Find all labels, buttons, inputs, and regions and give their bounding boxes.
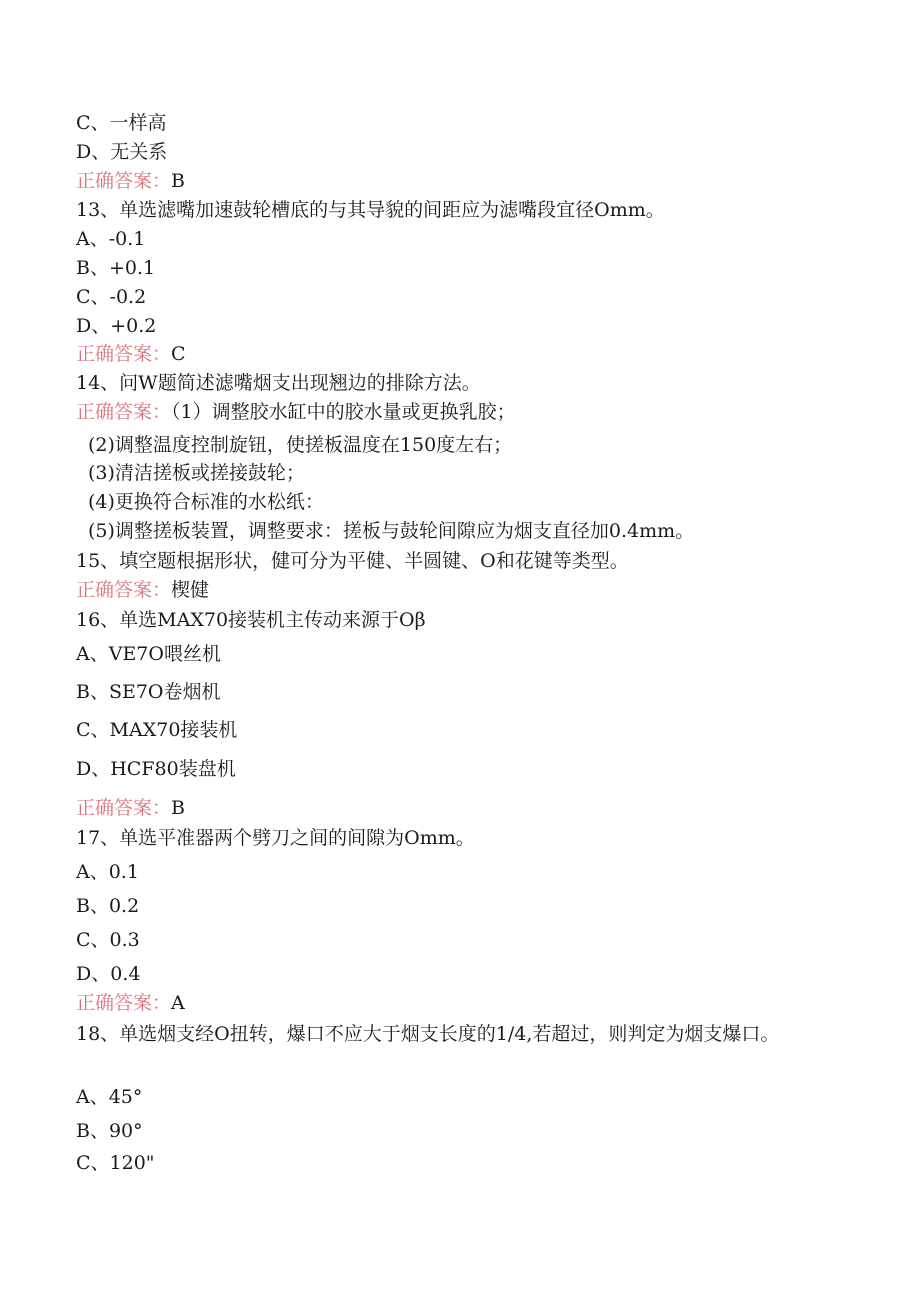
- option-c: C、120": [76, 1152, 155, 1174]
- answer-label: 正确答案：: [76, 579, 172, 601]
- answer-step: (5)调整搓板装置，调整要求：搓板与鼓轮间隙应为烟支直径加0.4mm。: [88, 520, 695, 542]
- answer-line: [76, 795, 185, 821]
- answer-step: (3)清洁搓板或搓接鼓轮；: [88, 462, 305, 484]
- option-b: B、90°: [76, 1120, 143, 1142]
- answer-value: （1）调整胶水缸中的胶水量或更换乳胶；: [171, 401, 516, 423]
- answer-line: [76, 341, 186, 367]
- option-a: A、0.1: [76, 861, 139, 883]
- answer-line: [76, 577, 209, 603]
- question-15: 15、填空题根据形状，健可分为平健、半圆键、O和花键等类型。: [76, 550, 629, 572]
- answer-label: 正确答案：: [76, 992, 172, 1014]
- option-c: C、-0.2: [76, 286, 147, 308]
- answer-line: [76, 990, 185, 1016]
- question-14: 14、问W题简述滤嘴烟支出现翘边的排除方法。: [76, 372, 481, 394]
- option-d: D、HCF80装盘机: [76, 758, 236, 780]
- question-17: 17、单选平准器两个劈刀之间的间隙为Omm。: [76, 827, 475, 849]
- option-a: A、-0.1: [76, 228, 146, 250]
- option-b: B、0.2: [76, 895, 140, 917]
- option-a: A、45°: [76, 1086, 143, 1108]
- option-c: C、一样高: [76, 112, 167, 134]
- answer-value: A: [171, 992, 185, 1014]
- option-b: B、+0.1: [76, 257, 156, 279]
- option-c: C、MAX70接装机: [76, 719, 238, 741]
- answer-label: 正确答案：: [76, 343, 172, 365]
- answer-label: 正确答案：: [76, 401, 172, 423]
- answer-line: [76, 399, 516, 425]
- option-b: B、SE7O卷烟机: [76, 681, 221, 703]
- answer-value: C: [171, 343, 186, 365]
- answer-label: 正确答案：: [76, 170, 172, 192]
- option-d: D、无关系: [76, 141, 168, 163]
- option-d: D、0.4: [76, 963, 141, 985]
- question-13: 13、单选滤嘴加速鼓轮槽底的与其导貌的间距应为滤嘴段宜径Omm。: [76, 199, 665, 221]
- question-16: 16、单选MAX70接装机主传动来源于Oβ: [76, 609, 426, 631]
- question-18: 18、单选烟支经O扭转，爆口不应大于烟支长度的1/4,若超过，则判定为烟支爆口。: [76, 1023, 780, 1045]
- option-d: D、+0.2: [76, 315, 157, 337]
- answer-value: B: [171, 797, 185, 819]
- answer-step: (4)更换符合标准的水松纸：: [88, 491, 324, 513]
- answer-value: 楔健: [171, 579, 210, 601]
- answer-label: 正确答案：: [76, 797, 172, 819]
- answer-step: (2)调整温度控制旋钮，使搓板温度在150度左右；: [88, 434, 513, 456]
- answer-line: [76, 168, 185, 194]
- option-c: C、0.3: [76, 929, 140, 951]
- option-a: A、VE7O喂丝机: [76, 643, 221, 665]
- answer-value: B: [171, 170, 185, 192]
